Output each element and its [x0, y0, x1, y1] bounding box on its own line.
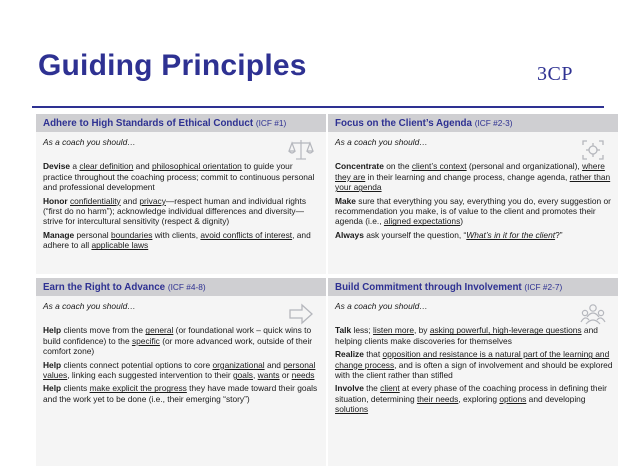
principle-item: [335, 161, 614, 192]
card-ref: (ICF #2-3): [474, 118, 513, 128]
principle-text: privacy: [139, 195, 166, 206]
card-title: Earn the Right to Advance: [43, 282, 166, 293]
principle-text: their needs: [416, 393, 459, 404]
principle-text: Help: [43, 359, 62, 370]
card-header: [328, 114, 618, 132]
principle-text: boundaries: [110, 229, 153, 240]
scales-icon: [288, 138, 314, 162]
card-header: [36, 278, 326, 296]
principle-text: confidentiality: [69, 195, 121, 206]
principle-text: philosophical orientation: [151, 161, 242, 172]
card-title: Adhere to High Standards of Ethical Conduct: [43, 118, 254, 129]
principle-text: and developing: [526, 393, 586, 404]
card-header: [328, 278, 618, 296]
principle-text: the: [363, 383, 381, 394]
principle-text: where they are: [335, 161, 605, 182]
principle-text: Manage: [43, 229, 75, 240]
principle-text: , and is often a sign of involvement and should be explored with the client rather than stifled: [335, 359, 613, 381]
card-title: Build Commitment through Involvement: [335, 282, 522, 293]
principle-text: Talk: [335, 325, 352, 336]
principle-item: [335, 383, 614, 414]
principle-text: ?”: [555, 229, 563, 240]
principle-text: What’s in it for the client: [466, 229, 556, 240]
principle-text: (or more advanced work, outside of their comfort zone): [43, 335, 313, 357]
principle-text: or: [279, 370, 292, 381]
principle-text: on the: [383, 161, 412, 172]
principle-text: —respect human and individual rights (“first do no harm”); acknowledge individual differences and diversity—strive for intercultural sensitivity (respect & dignity): [43, 195, 307, 227]
principle-text: general: [145, 325, 174, 336]
principle-text: personal values: [43, 359, 316, 381]
principle-text: ask yourself the question, “: [363, 229, 467, 240]
principle-text: ): [460, 216, 464, 227]
principle-text: and helping clients make discoveries for themselves: [335, 325, 598, 346]
principle-text: Honor: [43, 195, 68, 206]
page-title: Guiding Principles: [38, 49, 307, 82]
principle-item: [43, 360, 322, 381]
principle-text: avoid conflicts of interest: [200, 229, 293, 240]
principle-text: Devise: [43, 161, 71, 172]
principle-text: Help: [43, 383, 62, 394]
principle-text: at every phase of the coaching process in defining their situation, determining: [335, 383, 607, 404]
principle-text: needs: [291, 370, 315, 381]
principle-text: applicable laws: [91, 240, 149, 251]
principle-item: [335, 196, 614, 227]
principle-text: in their learning and change process, change agenda,: [365, 171, 570, 182]
principle-text: Make: [335, 195, 356, 206]
principle-item: [43, 161, 322, 192]
principle-text: they have made toward their goals and the work yet to be done (i.e., their emerging “story”): [43, 383, 318, 404]
arrow-right-icon: [288, 302, 314, 326]
principle-text: client: [380, 383, 400, 394]
principle-text: (personal and organizational),: [466, 161, 583, 172]
principle-text: goals: [232, 370, 253, 381]
principle-text: options: [499, 393, 527, 404]
principle-text: wants: [257, 370, 280, 381]
principle-text: and: [120, 195, 140, 206]
principle-text: rather than your agenda: [335, 171, 611, 193]
principle-text: (or foundational work – quick wins to build confidence) to the: [43, 325, 312, 346]
principle-text: clients: [61, 383, 90, 394]
principle-card-client-agenda: [328, 114, 618, 274]
principle-text: and: [264, 359, 284, 370]
principle-card-commitment: [328, 278, 618, 466]
card-ref: (ICF #2-7): [524, 282, 563, 292]
principle-text: ,: [253, 370, 258, 381]
principle-text: a: [70, 161, 80, 172]
principle-list: [43, 161, 322, 250]
principle-text: clients move from the: [61, 325, 146, 336]
principle-text: Involve: [335, 383, 364, 394]
principle-text: Help: [43, 325, 62, 336]
card-header: [36, 114, 326, 132]
principle-text: client’s context: [411, 161, 467, 172]
principle-text: with clients,: [152, 229, 201, 240]
principle-text: asking powerful, high-leverage questions: [429, 325, 582, 336]
principle-item: [335, 325, 614, 346]
principle-text: , by: [413, 325, 430, 336]
principle-text: and: [133, 161, 152, 172]
principle-item: [43, 230, 322, 251]
principle-text: organizational: [212, 359, 265, 370]
principle-list: [335, 161, 614, 240]
card-ref: (ICF #4-8): [167, 282, 206, 292]
principle-text: less;: [351, 325, 374, 336]
principle-text: specific: [131, 335, 160, 346]
principle-text: to guide your practice throughout the coaching process; commit to continuous personal and professional development: [43, 161, 315, 193]
principle-text: aligned expectations: [383, 216, 461, 227]
principle-text: , exploring: [458, 393, 500, 404]
card-intro: As a coach you should…: [335, 137, 428, 147]
principle-list: [335, 325, 614, 414]
principle-text: solutions: [335, 404, 369, 415]
principle-text: clients connect potential options to core: [61, 359, 213, 370]
principle-card-ethics: [36, 114, 326, 274]
principle-list: [43, 325, 322, 404]
principle-item: [335, 349, 614, 380]
card-intro: As a coach you should…: [43, 301, 136, 311]
principle-text: Always: [335, 229, 364, 240]
principle-item: [43, 196, 322, 227]
principle-text: Realize: [335, 349, 364, 360]
principle-item: [43, 325, 322, 356]
principle-text: Concentrate: [335, 161, 384, 172]
principle-text: listen more: [373, 325, 414, 336]
card-intro: As a coach you should…: [43, 137, 136, 147]
title-divider: [32, 106, 604, 108]
card-title: Focus on the Client’s Agenda: [335, 118, 472, 129]
principle-text: , and adhere to all: [43, 229, 311, 251]
principle-text: , linking each suggested intervention to their: [67, 370, 233, 381]
principle-text: personal: [74, 229, 111, 240]
principle-text: make explicit the progress: [89, 383, 187, 394]
focus-target-icon: [580, 138, 606, 162]
principle-text: sure that everything you say, everything you do, every suggestion or recommendation you make, is of value to the client and promotes their agenda (i.e.,: [335, 195, 611, 227]
company-logo: 3CP: [537, 63, 573, 85]
principle-item: [335, 230, 614, 240]
team-icon: [580, 302, 606, 326]
principle-item: [43, 383, 322, 404]
principle-text: that: [363, 349, 383, 360]
principle-text: clear definition: [79, 161, 134, 172]
principle-card-earn-right: [36, 278, 326, 466]
principle-text: opposition and resistance is a natural part of the learning and change process: [335, 349, 610, 370]
card-ref: (ICF #1): [255, 118, 287, 128]
card-intro: As a coach you should…: [335, 301, 428, 311]
